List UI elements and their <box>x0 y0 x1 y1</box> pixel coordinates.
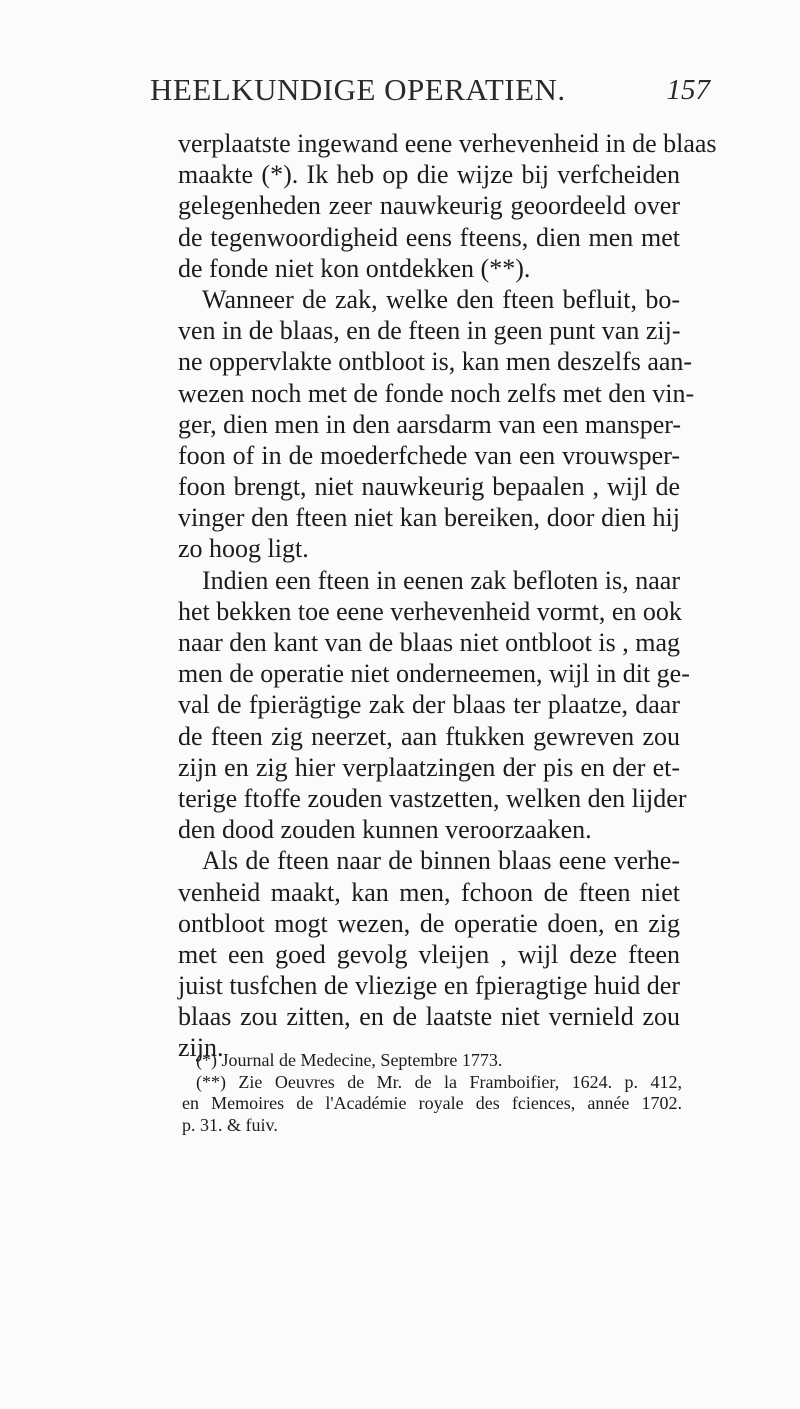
text-line: terige ftoffe zouden vastzetten, welken den lijder <box>178 783 687 813</box>
text-line: ne oppervlakte ontbloot is, kan men deszelfs aan- <box>178 347 693 377</box>
body-text <box>178 128 717 1064</box>
text-line: ven in de blaas, en de fteen in geen punt van zij- <box>178 316 681 346</box>
text-line: ontbloot mogt wezen, de operatie doen, en zig <box>178 908 680 938</box>
footnote-line: (**) Zie Oeuvres de Mr. de la Framboifier, 1624. p. 412, <box>196 1071 682 1092</box>
text-line: val de fpierägtige zak der blaas ter plaatze, daar <box>178 690 680 720</box>
text-line: foon of in de moederfchede van een vrouwsper- <box>178 440 680 470</box>
paragraph-start-line: Als de fteen naar de binnen blaas eene verhe- <box>202 846 680 876</box>
text-line: maakte (*). Ik heb op die wijze bij verfcheiden <box>178 160 680 190</box>
text-line: naar den kant van de blaas niet ontbloot is , mag <box>178 628 680 657</box>
text-line: verplaatste ingewand eene verhevenheid in de blaas <box>178 129 717 158</box>
paragraph-start-line: Wanneer de zak, welke den fteen befluit, bo- <box>202 284 680 314</box>
text-line: venheid maakt, kan men, fchoon de fteen niet <box>178 877 680 907</box>
page-header <box>150 72 710 112</box>
footnotes <box>182 1050 682 1136</box>
text-line: de fonde niet kon ontdekken (**). <box>178 253 531 283</box>
text-line: met een goed gevolg vleijen , wijl deze fteen <box>178 939 680 969</box>
paragraph-start-line: Indien een fteen in eenen zak befloten is, naar <box>202 565 680 595</box>
footnote-line: p. 31. & fuiv. <box>182 1114 278 1135</box>
text-line: zijn. <box>178 1033 224 1063</box>
page-number: 157 <box>666 74 710 106</box>
running-head: HEELKUNDIGE OPERATIEN. <box>150 72 566 107</box>
text-line: wezen noch met de fonde noch zelfs met den vin- <box>178 378 695 408</box>
text-line: foon brengt, niet nauwkeurig bepaalen , wijl de <box>178 472 680 502</box>
text-line: blaas zou zitten, en de laatste niet vernield zou <box>178 1002 680 1032</box>
text-line: de fteen zig neerzet, aan ftukken gewreven zou <box>178 721 680 751</box>
text-line: juist tusfchen de vliezige en fpieragtige huid der <box>178 971 680 1001</box>
footnote-line: (*) Journal de Medecine, Septembre 1773. <box>196 1050 503 1070</box>
text-line: den dood zouden kunnen veroorzaaken. <box>178 815 592 845</box>
text-line: gelegenheden zeer nauwkeurig geoordeeld over <box>178 191 680 221</box>
footnote-line: en Memoires de l'Académie royale des fciences, année 1702. <box>182 1093 682 1113</box>
text-line: het bekken toe eene verhevenheid vormt, en ook <box>178 596 682 626</box>
text-line: men de operatie niet onderneemen, wijl in dit ge- <box>178 659 690 689</box>
text-line: zo hoog ligt. <box>178 534 309 564</box>
text-line: de tegenwoordigheid eens fteens, dien men met <box>178 222 680 252</box>
text-line: vinger den fteen niet kan bereiken, door dien hij <box>178 503 680 533</box>
text-line: ger, dien men in den aarsdarm van een mansper- <box>178 409 682 439</box>
text-line: zijn en zig hier verplaatzingen der pis en der et- <box>178 752 680 782</box>
